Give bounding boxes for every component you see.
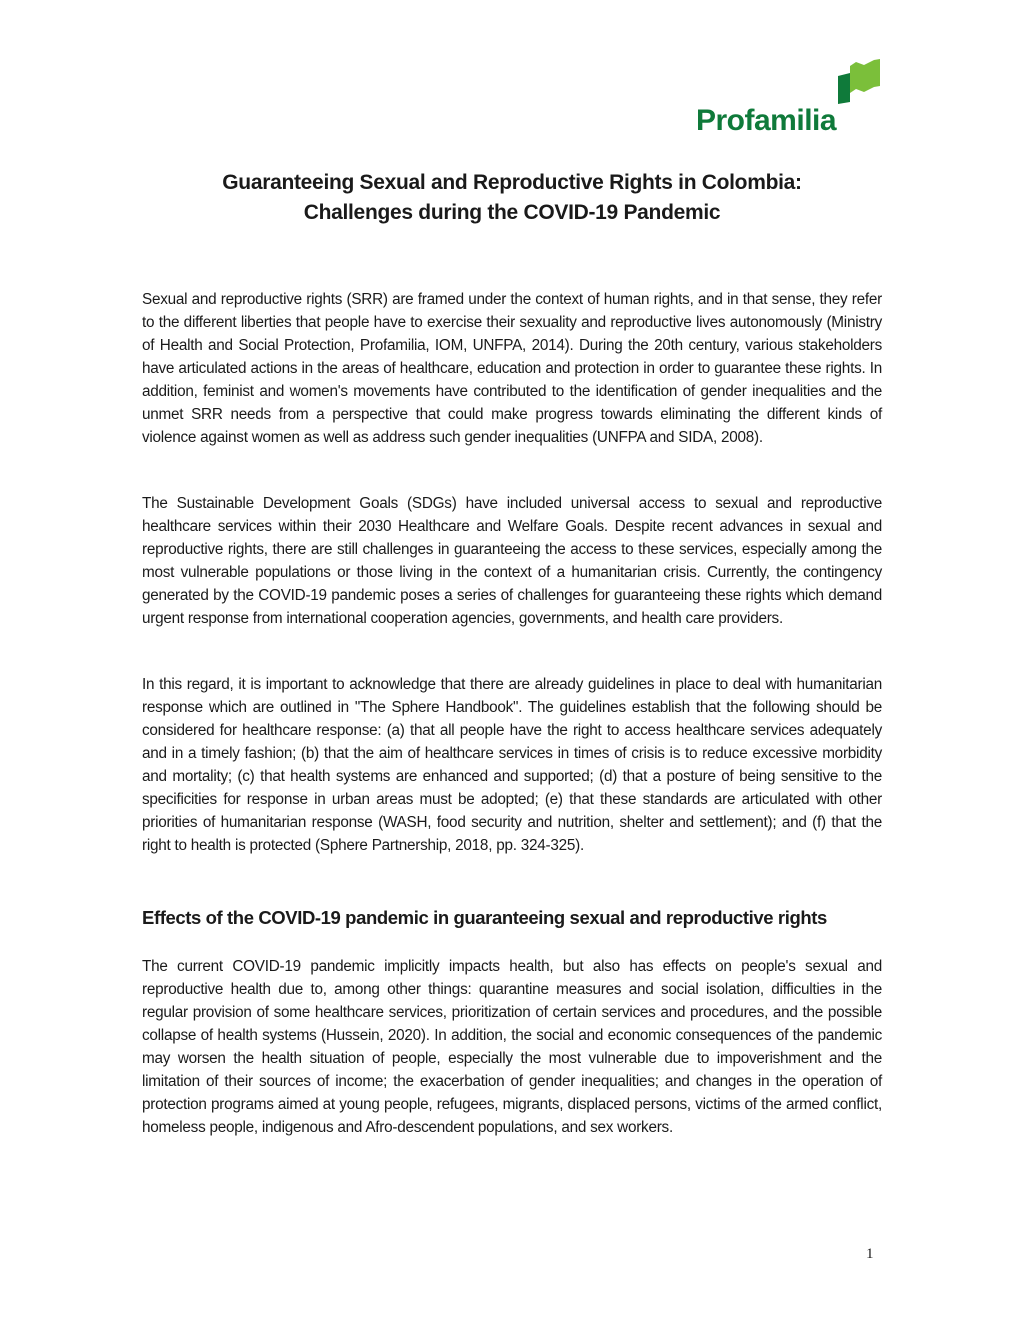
title-line-2: Challenges during the COVID-19 Pandemic	[303, 201, 721, 224]
title-line-1: Guaranteeing Sexual and Reproductive Rights in Colombia:	[222, 171, 802, 194]
page-number: 1	[866, 1246, 874, 1262]
section-heading: Effects of the COVID-19 pandemic in guaranteeing sexual and reproductive rights	[142, 907, 827, 928]
paragraph-covid-effects: The current COVID-19 pandemic implicitly impacts health, but also has effects on people's sexual and reproductive health due to, among other things: quarantine measures and social isolation, difficulties in the regular provision of some healthcare services, prioritization of certain services and procedures, and the possible collapse of health systems (Hussein, 2020). In addition, the social and economic consequences of the pandemic may worsen the health situation of people, especially the most vulnerable due to impoverishment and the limitation of their sources of income; the exacerbation of gender inequalities; and changes in the operation of protection programs aimed at young people, refugees, migrants, displaced persons, victims of the armed conflict, homeless people, indigenous and Afro-descendent populations, and sex workers.	[142, 958, 882, 1136]
profamilia-logo	[696, 56, 886, 138]
paragraph-srr-intro: Sexual and reproductive rights (SRR) are framed under the context of human rights, and in that sense, they refer to the different liberties that people have to exercise their sexuality and reproductive lives autonomously (Ministry of Health and Social Protection, Profamilia, IOM, UNFPA, 2014). During the 20th century, various stakeholders have articulated actions in the areas of healthcare, education and protection in order to guarantee these rights. In addition, feminist and women's movements have contributed to the identification of gender inequalities and the unmet SRR needs from a perspective that could make progress towards eliminating the different kinds of violence against women as well as address such gender inequalities (UNFPA and SIDA, 2008).	[142, 291, 882, 446]
document-title	[140, 168, 884, 228]
paragraph-sphere-handbook: In this regard, it is important to acknowledge that there are already guidelines in place to deal with humanitarian response which are outlined in "The Sphere Handbook". The guidelines establish that the following should be considered for healthcare response: (a) that all people have the right to access healthcare services adequately and in a timely fashion; (b) that the aim of healthcare services in times of crisis is to reduce excessive morbidity and mortality; (c) that health systems are enhanced and supported; (d) that a posture of being sensitive to the specificities for response in urban areas must be adopted; (e) that these standards are articulated with other priorities of humanitarian response (WASH, food security and nutrition, shelter and settlement); and (f) that the right to health is protected (Sphere Partnership, 2018, pp. 324-325).	[142, 676, 882, 854]
paragraph-sdgs: The Sustainable Development Goals (SDGs) have included universal access to sexual and reproductive healthcare services within their 2030 Healthcare and Welfare Goals. Despite recent advances in sexual and reproductive rights, there are still challenges in guaranteeing the access to these services, especially among the most vulnerable populations or those living in the context of a humanitarian crisis. Currently, the contingency generated by the COVID-19 pandemic poses a series of challenges for guaranteeing these rights which demand urgent response from international cooperation agencies, governments, and health care providers.	[142, 495, 882, 627]
profamilia-logo-text: Profamilia	[696, 104, 837, 137]
profamilia-logo-icon	[836, 56, 882, 104]
